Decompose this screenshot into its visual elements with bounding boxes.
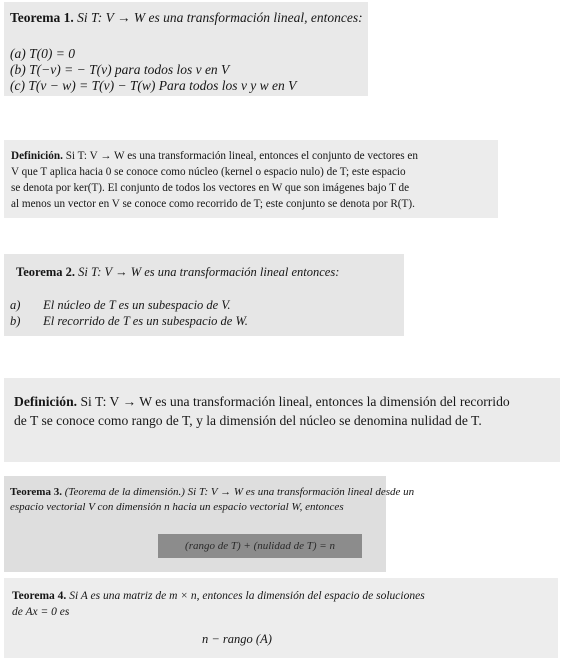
theorem-4-line-2: de Ax = 0 es	[12, 606, 70, 618]
theorem-2-block	[4, 254, 404, 336]
theorem-3-formula-box: (rango de T) + (nulidad de T) = n	[158, 534, 362, 558]
theorem-1-heading	[10, 10, 363, 26]
theorem-2-item-b: b) El recorrido de T es un subespacio de W.	[10, 314, 248, 328]
theorem-2-heading	[16, 265, 339, 280]
theorem-1-statement: Si T: V → W es una transformación lineal, entonces:	[77, 10, 363, 25]
theorem-4-block	[4, 578, 558, 658]
theorem-4-formula: n − rango (A)	[202, 632, 272, 646]
definition-1-line-2: V que T aplica hacia 0 se conoce como núcleo (kernel o espacio nulo) de T; este espacio	[11, 166, 406, 178]
theorem-4-line-1: Teorema 4. Si A es una matriz de m × n, entonces la dimensión del espacio de soluciones	[12, 590, 425, 602]
theorem-3-subtitle: (Teorema de la dimensión.)	[64, 486, 185, 498]
theorem-1-title: Teorema 1.	[10, 10, 74, 25]
definition-2-line-1: Definición. Si T: V → W es una transformación lineal, entonces la dimensión del recorrido	[14, 394, 510, 409]
definition-1-title: Definición.	[11, 150, 63, 162]
theorem-2-title: Teorema 2.	[16, 265, 76, 279]
theorem-1-block	[4, 2, 368, 96]
definition-2-block	[4, 378, 560, 462]
theorem-1-item-c: (c) T(v − w) = T(v) − T(w) Para todos los v y w en V	[10, 78, 297, 93]
theorem-3-line-2: espacio vectorial V con dimensión n hacia un espacio vectorial W, entonces	[10, 501, 344, 513]
definition-2-line-2: de T se conoce como rango de T, y la dimensión del núcleo se denomina nulidad de T.	[14, 413, 482, 428]
theorem-1-item-b: (b) T(−v) = − T(v) para todos los v en V	[10, 62, 230, 77]
theorem-2-item-a: a) El núcleo de T es un subespacio de V.	[10, 298, 231, 312]
definition-1-line-4: al menos un vector en V se conoce como recorrido de T; este conjunto se denota por R(T).	[11, 198, 415, 210]
definition-2-title: Definición.	[14, 394, 78, 409]
definition-1-line-1: Definición. Si T: V → W es una transformación lineal, entonces el conjunto de vectores en	[11, 150, 418, 162]
theorem-3-line-1: Teorema 3. (Teorema de la dimensión.) Si T: V → W es una transformación lineal desde un	[10, 486, 415, 498]
theorem-2-statement: Si T: V → W es una transformación lineal entonces:	[78, 265, 340, 279]
theorem-1-item-a: (a) T(0) = 0	[10, 46, 75, 61]
definition-1-block	[4, 140, 498, 218]
definition-1-line-3: se denota por ker(T). El conjunto de todos los vectores en W que son imágenes bajo T de	[11, 182, 410, 194]
theorem-4-title: Teorema 4.	[12, 590, 67, 602]
theorem-3-title: Teorema 3.	[10, 486, 62, 498]
theorem-3-block	[4, 476, 415, 572]
